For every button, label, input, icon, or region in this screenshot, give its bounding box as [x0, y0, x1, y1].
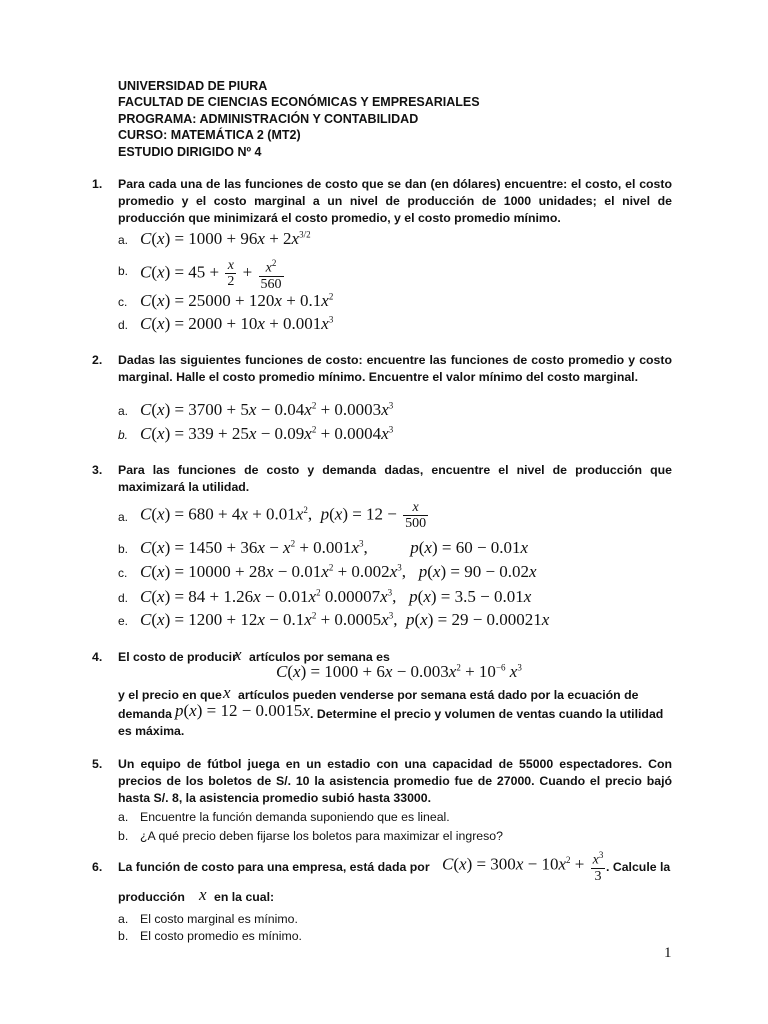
question-number: 2.	[92, 353, 103, 367]
question-text: es máxima.	[118, 724, 185, 738]
question-3	[92, 462, 672, 496]
item-label: b.	[118, 542, 129, 556]
faculty-name: FACULTAD DE CIENCIAS ECONÓMICAS Y EMPRESARIALES	[118, 95, 480, 110]
question-number: 5.	[92, 757, 103, 771]
question-text: . Determine el precio y volumen de ventas cuando la utilidad	[310, 707, 664, 721]
item-label: a.	[118, 912, 129, 926]
item-label: a.	[118, 510, 129, 524]
item-label: b.	[118, 829, 129, 843]
formula: $C(x) = 2000 + 10x + 0.001x^3$	[140, 314, 334, 333]
formula: $C(x) = 339 + 25x - 0.09x^2 + 0.0004x^3$	[140, 424, 394, 443]
formula: $C(x) = 680 + 4x + 0.01x^2$, p(x) = 12 − $\frac{x}{500}$	[140, 500, 427, 531]
question-text: Dadas las siguientes funciones de costo: encuentre las funciones de costo promedio y costo marginal. Halle el costo promedio mínimo. Encuentre el valor mínimo del costo marginal.	[118, 353, 672, 384]
program-name: PROGRAMA: ADMINISTRACIÓN Y CONTABILIDAD	[118, 111, 419, 126]
formula: $C(x) = 1450 + 36x - x^2 + 0.001x^3$, p(x) = 60 − 0.01x	[140, 538, 529, 557]
item-label: a.	[118, 233, 129, 247]
question-number: 6.	[92, 860, 103, 874]
formula: p(x) = 12 − 0.0015x	[175, 701, 310, 720]
document-page: UNIVERSIDAD DE PIURA FACULTAD DE CIENCIAS ECONÓMICAS Y EMPRESARIALES PROGRAMA: ADMINISTRACIÓN Y CONTABILIDAD CURSO: MATEMÁTICA 2 (MT2) ESTUDIO DIRIGIDO Nº 4 1. Para cada una de las funciones de costo que se dan (en dólares) encuentre: el costo, el costo promedio y el costo marginal a un nivel de producción de 1000 unidades; el nivel de producción que minimizará el costo promedio, y el costo promedio mínimo. a. $C(x) = 1000 + 96x + 2x^{3/2}$ b. C(x) = 45 + $\frac{x}{2}$ + $\frac{x^2}{560}$ c. $C(x) = 25000 + 120x + 0.1x^2$ d. $C(x) = 2000 + 10x + 0.001x^3$ 2. Dadas las siguientes funciones de costo: encuentre las funciones de costo promedio y costo marginal. Halle el costo promedio mínimo. Encuentre el valor mínimo del costo marginal. a. $C(x) = 3700 + 5x - 0.04x^2 + 0.0003x^3$ b. $C(x) = 339 + 25x - 0.09x^2 + 0.0004x^3$ 3. Para las funciones de costo y demanda dadas, encuentre el nivel de producción que maximizará la utilidad. a. $C(x) = 680 + 4x + 0.01x^2$, p(x) = 12 − $\frac{x}{500}$ b. $C(x) = 1450 + 36x - x^2 + 0.001x^3$, p(x) = 60 − 0.01x c. $C(x) = 10000 + 28x - 0.01x^2 + 0.002x^3$, p(x) = 90 − 0.02x d. $C(x) = 84 + 1.26x - 0.01x^2$ $0.00007x^3$, p(x) = 3.5 − 0.01x e. $C(x) = 1200 + 12x - 0.1x^2 + 0.0005x^3$, p(x) = 29 − 0.00021x 4. El costo de producir x artículos por semana es $C(x) = 1000 + 6x - 0.003x^2 + 10^{-6}$ $x^3$ y el precio en que x artículos pueden venderse por semana está dado por la ecuación de demanda p(x) = 12 − 0.0015x . Determine el precio y volumen de ventas cuando la utilidad es máxima. 5. Un equipo de fútbol juega en un estadio con una capacidad de 55000 espectadores. Con precios de los boletos de S/. 10 la asistencia promedio fue de 27000. Cuando el precio bajó hasta S/. 8, la asistencia promedio subió hasta 33000. a. Encuentre la función demanda suponiendo que es lineal. b. ¿A qué precio deben fijarse los boletos para maximizar el ingreso? 6. La función de costo para una empresa, está dada por $C(x) = 300x - 10x^2$ + $\frac{x^3}{3}$ . Calcule la producción x en la cual: a. El costo marginal es mínimo. b. El costo promedio es mínimo. 1	[92, 79, 672, 961]
item-label: c.	[118, 295, 128, 309]
item-label: e.	[118, 614, 129, 628]
question-1	[92, 176, 672, 226]
question-text: El costo de producir	[118, 650, 237, 664]
item-label: b.	[118, 264, 129, 278]
page-number: 1	[664, 945, 672, 961]
formula: C(x) = 45 + $\frac{x}{2}$ + $\frac{x^2}{560}$	[140, 258, 282, 292]
item-text: ¿A qué precio deben fijarse los boletos para maximizar el ingreso?	[140, 829, 503, 843]
university-name: UNIVERSIDAD DE PIURA	[118, 79, 268, 93]
question-text: Para las funciones de costo y demanda dadas, encuentre el nivel de producción que maximizará la utilidad.	[118, 463, 672, 494]
course-name: CURSO: MATEMÁTICA 2 (MT2)	[118, 128, 301, 143]
item-label: d.	[118, 318, 129, 332]
question-text: demanda	[118, 707, 172, 721]
item-label: b.	[118, 428, 129, 442]
item-label: a.	[118, 810, 129, 824]
document-header	[118, 78, 480, 160]
question-number: 1.	[92, 177, 103, 191]
question-number: 3.	[92, 463, 103, 477]
question-text: y el precio en que	[118, 688, 222, 702]
formula: $C(x) = 1200 + 12x - 0.1x^2 + 0.0005x^3$, p(x) = 29 − 0.00021x	[140, 610, 550, 629]
question-text: Para cada una de las funciones de costo que se dan (en dólares) encuentre: el costo, el costo promedio y el costo marginal a un nivel de producción de 1000 unidades; el nivel de producción que minimizará el costo promedio, y el costo promedio mínimo.	[118, 177, 672, 225]
formula: $C(x) = 10000 + 28x - 0.01x^2 + 0.002x^3$, p(x) = 90 − 0.02x	[140, 562, 537, 581]
question-text: artículos por semana es	[249, 650, 390, 664]
study-title: ESTUDIO DIRIGIDO Nº 4	[118, 144, 262, 159]
item-text: El costo marginal es mínimo.	[140, 912, 298, 926]
formula: $C(x) = 25000 + 120x + 0.1x^2$	[140, 291, 334, 310]
item-text: Encuentre la función demanda suponiendo que es lineal.	[140, 810, 450, 824]
formula: $C(x) = 1000 + 6x - 0.003x^2 + 10^{-6}$ $x^3$	[276, 662, 522, 681]
question-text: producción	[118, 890, 185, 904]
formula: $C(x) = 3700 + 5x - 0.04x^2 + 0.0003x^3$	[140, 400, 394, 419]
formula: $C(x) = 84 + 1.26x - 0.01x^2$ $0.00007x^3$, p(x) = 3.5 − 0.01x	[140, 587, 532, 606]
question-5	[92, 756, 672, 806]
question-2	[92, 352, 672, 386]
item-label: b.	[118, 929, 129, 943]
question-text: La función de costo para una empresa, está dada por	[118, 860, 430, 874]
question-text: . Calcule la	[606, 860, 671, 874]
question-number: 4.	[92, 650, 103, 664]
formula: $C(x) = 300x - 10x^2$ + $\frac{x^3}{3}$	[442, 850, 604, 884]
question-text: artículos pueden venderse por semana está dado por la ecuación de	[238, 688, 639, 702]
item-label: a.	[118, 404, 129, 418]
item-label: c.	[118, 566, 128, 580]
formula: $C(x) = 1000 + 96x + 2x^{3/2}$	[140, 229, 311, 248]
item-text: El costo promedio es mínimo.	[140, 929, 302, 943]
question-text: en la cual:	[214, 890, 275, 904]
item-label: d.	[118, 591, 129, 605]
question-text: Un equipo de fútbol juega en un estadio con una capacidad de 55000 espectadores. Con precios de los boletos de S/. 10 la asistencia promedio fue de 27000. Cuando el precio bajó hasta S/. 8, la asistencia promedio subió hasta 33000.	[118, 757, 672, 805]
